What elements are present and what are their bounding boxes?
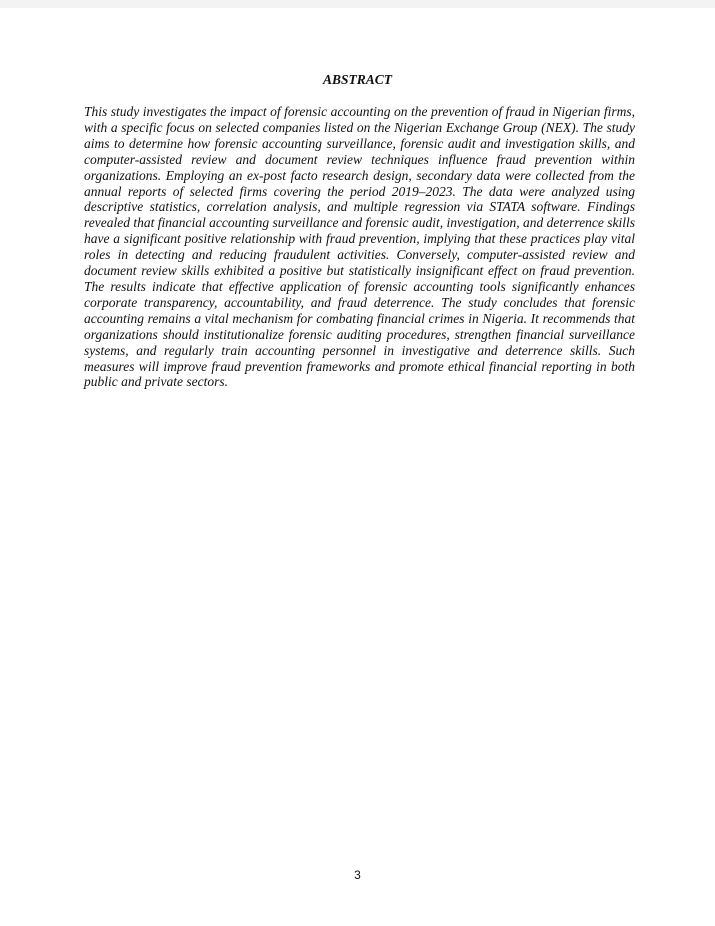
abstract-heading: ABSTRACT: [322, 72, 393, 87]
abstract-paragraph: This study investigates the impact of forensic accounting on the prevention of fraud in Nigerian firms, with a specific focus on selected companies listed on the Nigerian Exchange Group (NEX). The study aims to determine how forensic accounting surveillance, forensic audit and investigation skills, and computer-assisted review and document review techniques influence fraud prevention within organizations. Employing an ex-post facto research design, secondary data were collected from the annual reports of selected firms covering the period 2019–2023. The data were analyzed using descriptive statistics, correlation analysis, and multiple regression via STATA software. Findings revealed that financial accounting surveillance and forensic audit, investigation, and deterrence skills have a significant positive relationship with fraud prevention, implying that these practices play vital roles in detecting and reducing fraudulent activities. Conversely, computer-assisted review and document review skills exhibited a positive but statistically insignificant effect on fraud prevention. The results indicate that effective application of forensic accounting tools significantly enhances corporate transparency, accountability, and fraud deterrence. The study concludes that forensic accounting remains a vital mechanism for combating financial crimes in Nigeria. It recommends that organizations should institutionalize forensic auditing procedures, strengthen financial surveillance systems, and regularly train accounting personnel in investigative and deterrence skills. Such measures will improve fraud prevention frameworks and promote ethical financial reporting in both public and private sectors.: [84, 104, 635, 390]
page-number: 3: [354, 868, 361, 882]
